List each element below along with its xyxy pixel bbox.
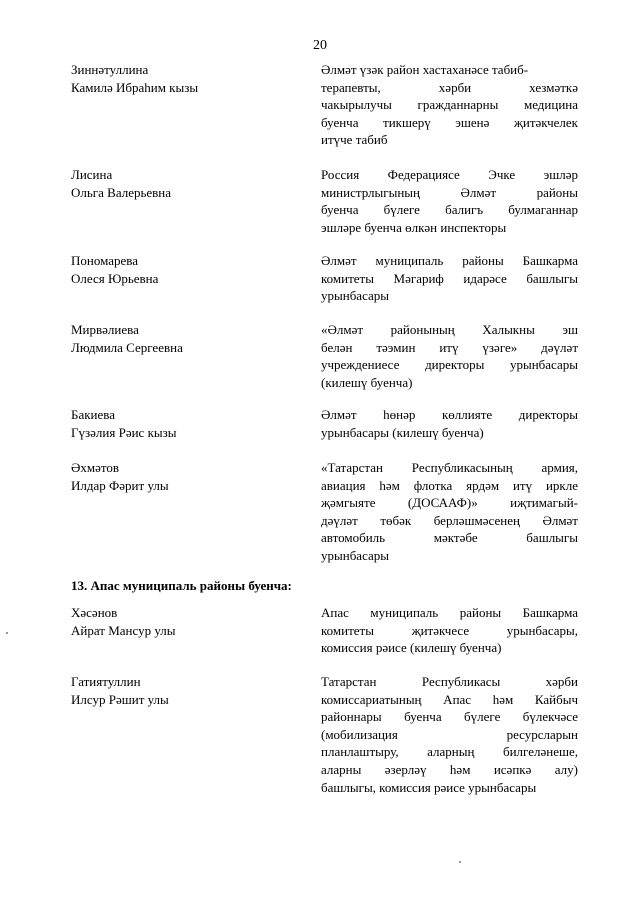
member-position	[321, 459, 578, 565]
surname: Зиннәтуллина	[71, 62, 149, 77]
position-line: урынбасары (килешү буенча)	[321, 424, 484, 440]
member-name	[71, 252, 291, 287]
position-line: Әлмәт муниципаль районы Башкарма	[321, 253, 578, 268]
surname: Мирвәлиева	[71, 322, 139, 337]
member-position	[321, 166, 578, 236]
page-number: 20	[313, 38, 327, 53]
given-name: Илсур Рәшит улы	[71, 691, 169, 707]
position-line: «Әлмәт районының Халыкны эш	[321, 322, 578, 337]
position-line: терапевты, хәрби хезмәткә	[321, 79, 578, 95]
given-name: Илдар Фәрит улы	[71, 477, 169, 493]
member-name	[71, 673, 291, 708]
position-line: (мобилизация ресурсларын	[321, 726, 578, 742]
given-name: Айрат Мансур улы	[71, 622, 176, 638]
position-line: буенча бүлеге балигъ булмаганнар	[321, 202, 578, 218]
surname: Әхмәтов	[71, 460, 120, 475]
surname: Пономарева	[71, 253, 139, 268]
member-name	[71, 604, 291, 639]
position-line: аларны әзерләү һәм исәпкә алу)	[321, 761, 578, 777]
position-line: дәүләт төбәк берләшмәсенең Әлмәт	[321, 512, 578, 528]
member-position	[321, 673, 578, 796]
member-name	[71, 321, 291, 356]
position-line: министрлыгының Әлмәт районы	[321, 184, 578, 200]
position-line: планлаштыру, аларның билгеләнеше,	[321, 744, 578, 760]
position-line: комитеты Мәгариф идарәсе башлыгы	[321, 270, 578, 286]
position-line: Россия Федерациясе Эчке эшләр	[321, 167, 578, 182]
position-line: буенча тикшерү эшенә җитәкчелек	[321, 114, 578, 130]
position-line: чакырылучы гражданнарны медицина	[321, 97, 578, 113]
position-line: комиссариатының Апас һәм Кайбыч	[321, 691, 578, 707]
surname: Гатиятуллин	[71, 674, 141, 689]
member-name	[71, 406, 291, 441]
position-line: урынбасары	[321, 547, 390, 563]
position-line: учреждениесе директоры урынбасары	[321, 357, 578, 373]
member-position	[321, 604, 578, 657]
position-line: урынбасары	[321, 288, 390, 304]
given-name: Ольга Валерьевна	[71, 184, 172, 200]
member-position	[321, 406, 578, 441]
surname: Бакиева	[71, 407, 116, 422]
surname: Хәсәнов	[71, 605, 118, 620]
position-line: «Татарстан Республикасының армия,	[321, 460, 578, 475]
position-line: районнары буенча бүлеге бүлекчәсе	[321, 709, 578, 725]
position-line: эшләре буенча өлкән инспекторы	[321, 219, 507, 235]
position-line: авиация һәм флотка ярдәм итү иркле	[321, 477, 578, 493]
position-line: Апас муниципаль районы Башкарма	[321, 605, 578, 620]
given-name: Олеся Юрьевна	[71, 270, 159, 286]
scan-speck	[459, 861, 461, 863]
position-line: комитеты җитәкчесе урынбасары,	[321, 622, 578, 638]
position-line: Татарстан Республикасы хәрби	[321, 674, 578, 689]
surname: Лисина	[71, 167, 113, 182]
member-name	[71, 459, 291, 494]
position-line: автомобиль мәктәбе башлыгы	[321, 530, 578, 546]
member-position	[321, 321, 578, 391]
scan-speck	[6, 632, 8, 634]
position-line: комиссия рәисе (килешү буенча)	[321, 640, 502, 656]
member-position	[321, 61, 578, 149]
member-name	[71, 61, 291, 96]
given-name: Людмила Сергеевна	[71, 339, 183, 355]
position-line: итүче табиб	[321, 132, 388, 148]
position-line: Әлмәт һөнәр көллияте директоры	[321, 407, 578, 422]
member-name	[71, 166, 291, 201]
section-heading: 13. Апас муниципаль районы буенча:	[71, 578, 292, 593]
given-name: Камилә Ибраһим кызы	[71, 79, 199, 95]
member-position	[321, 252, 578, 305]
position-line: җәмгыяте (ДОСААФ)» иҗтимагый-	[321, 495, 578, 511]
position-line: башлыгы, комиссия рәисе урынбасары	[321, 779, 537, 795]
position-line: (килешү буенча)	[321, 374, 413, 390]
given-name: Гүзәлия Рәис кызы	[71, 424, 177, 440]
position-line: белән тәэмин итү үзәге» дәүләт	[321, 339, 578, 355]
position-line: Әлмәт үзәк район хастаханәсе табиб-	[321, 62, 529, 77]
